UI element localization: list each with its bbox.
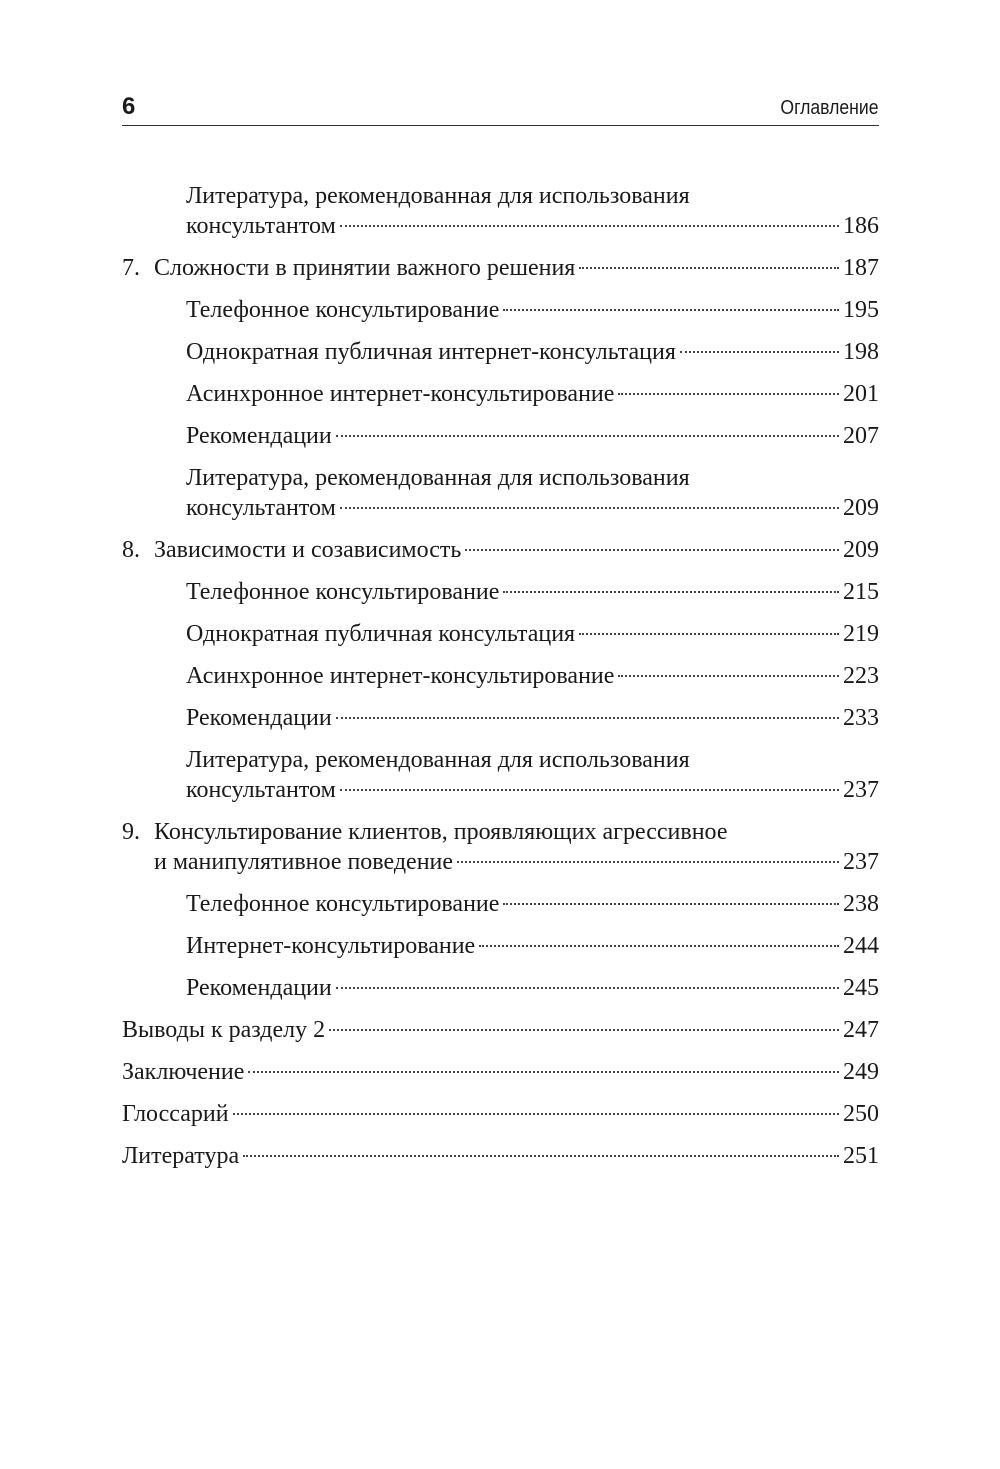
dot-leader	[233, 1113, 839, 1115]
entry-title: Однократная публичная интернет-консультация	[186, 339, 676, 365]
entry-title: Интернет-консультирование	[186, 933, 476, 959]
entry-page-number: 245	[843, 975, 879, 1001]
entry-page-number: 207	[843, 423, 879, 449]
page-header	[122, 92, 879, 126]
dot-leader	[618, 675, 839, 677]
entry-title: и манипулятивное поведение	[154, 849, 454, 875]
entry-title: Асинхронное интернет-консультирование	[186, 381, 615, 407]
entry-title-line: Литература, рекомендованная для использования	[186, 747, 690, 773]
chapter-number: 8.	[122, 537, 140, 563]
toc-entry	[122, 931, 879, 973]
entry-page-number: 223	[843, 663, 879, 689]
dot-leader	[618, 393, 839, 395]
toc-entry	[122, 379, 879, 421]
dot-leader	[340, 225, 839, 227]
entry-page-number: 198	[843, 339, 879, 365]
entry-title-line: Консультирование клиентов, проявляющих агрессивное	[154, 819, 728, 845]
entry-title-line: Литература, рекомендованная для использования	[186, 465, 690, 491]
entry-title: консультантом	[186, 495, 336, 521]
toc-entry	[122, 463, 879, 535]
entry-title: консультантом	[186, 213, 336, 239]
entry-title: Рекомендации	[186, 975, 332, 1001]
entry-title: консультантом	[186, 777, 336, 803]
entry-title: Асинхронное интернет-консультирование	[186, 663, 615, 689]
entry-page-number: 250	[843, 1101, 879, 1127]
entry-page-number: 251	[843, 1143, 879, 1169]
entry-page-number: 237	[843, 777, 879, 803]
dot-leader	[248, 1071, 839, 1073]
chapter-number: 9.	[122, 819, 140, 845]
entry-page-number: 233	[843, 705, 879, 731]
entry-page-number: 187	[843, 255, 879, 281]
toc-entry	[122, 337, 879, 379]
dot-leader	[465, 549, 839, 551]
toc-entry	[122, 1099, 879, 1141]
entry-title: Телефонное консультирование	[186, 891, 500, 917]
dot-leader	[479, 945, 839, 947]
dot-leader	[503, 309, 839, 311]
entry-page-number: 195	[843, 297, 879, 323]
entry-title-line: Литература, рекомендованная для использования	[186, 183, 690, 209]
entry-page-number: 201	[843, 381, 879, 407]
dot-leader	[503, 591, 839, 593]
entry-page-number: 209	[843, 495, 879, 521]
entry-title: Зависимости и созависимость	[154, 537, 462, 563]
toc-entry	[122, 661, 879, 703]
entry-title: Рекомендации	[186, 705, 332, 731]
dot-leader	[340, 789, 839, 791]
toc-entry	[122, 703, 879, 745]
entry-page-number: 244	[843, 933, 879, 959]
entry-title: Рекомендации	[186, 423, 332, 449]
dot-leader	[457, 861, 839, 863]
entry-title: Телефонное консультирование	[186, 297, 500, 323]
toc-entry	[122, 619, 879, 661]
entry-page-number: 238	[843, 891, 879, 917]
dot-leader	[680, 351, 839, 353]
toc-entry	[122, 577, 879, 619]
toc-entry	[122, 295, 879, 337]
toc-entry	[122, 421, 879, 463]
toc-entry	[122, 535, 879, 577]
toc-entry	[122, 1057, 879, 1099]
dot-leader	[579, 633, 839, 635]
entry-page-number: 186	[843, 213, 879, 239]
entry-title: Выводы к разделу 2	[122, 1017, 326, 1043]
toc-entry	[122, 1141, 879, 1183]
toc-entry	[122, 181, 879, 253]
entry-page-number: 219	[843, 621, 879, 647]
entry-page-number: 249	[843, 1059, 879, 1085]
toc-entry	[122, 889, 879, 931]
toc-entry	[122, 1015, 879, 1057]
toc-entry	[122, 973, 879, 1015]
dot-leader	[503, 903, 839, 905]
entry-page-number: 237	[843, 849, 879, 875]
entry-title: Глоссарий	[122, 1101, 229, 1127]
table-of-contents	[122, 181, 879, 1183]
page-number: 6	[122, 93, 136, 120]
entry-title: Однократная публичная консультация	[186, 621, 576, 647]
entry-title: Литература	[122, 1143, 240, 1169]
entry-page-number: 247	[843, 1017, 879, 1043]
dot-leader	[329, 1029, 839, 1031]
chapter-number: 7.	[122, 255, 140, 281]
entry-page-number: 209	[843, 537, 879, 563]
dot-leader	[243, 1155, 839, 1157]
entry-page-number: 215	[843, 579, 879, 605]
toc-entry	[122, 817, 879, 889]
dot-leader	[579, 267, 839, 269]
entry-title: Заключение	[122, 1059, 245, 1085]
dot-leader	[336, 717, 839, 719]
running-title: Оглавление	[780, 97, 879, 119]
dot-leader	[336, 435, 839, 437]
entry-title: Телефонное консультирование	[186, 579, 500, 605]
dot-leader	[336, 987, 839, 989]
toc-entry	[122, 253, 879, 295]
dot-leader	[340, 507, 839, 509]
toc-entry	[122, 745, 879, 817]
entry-title: Сложности в принятии важного решения	[154, 255, 576, 281]
